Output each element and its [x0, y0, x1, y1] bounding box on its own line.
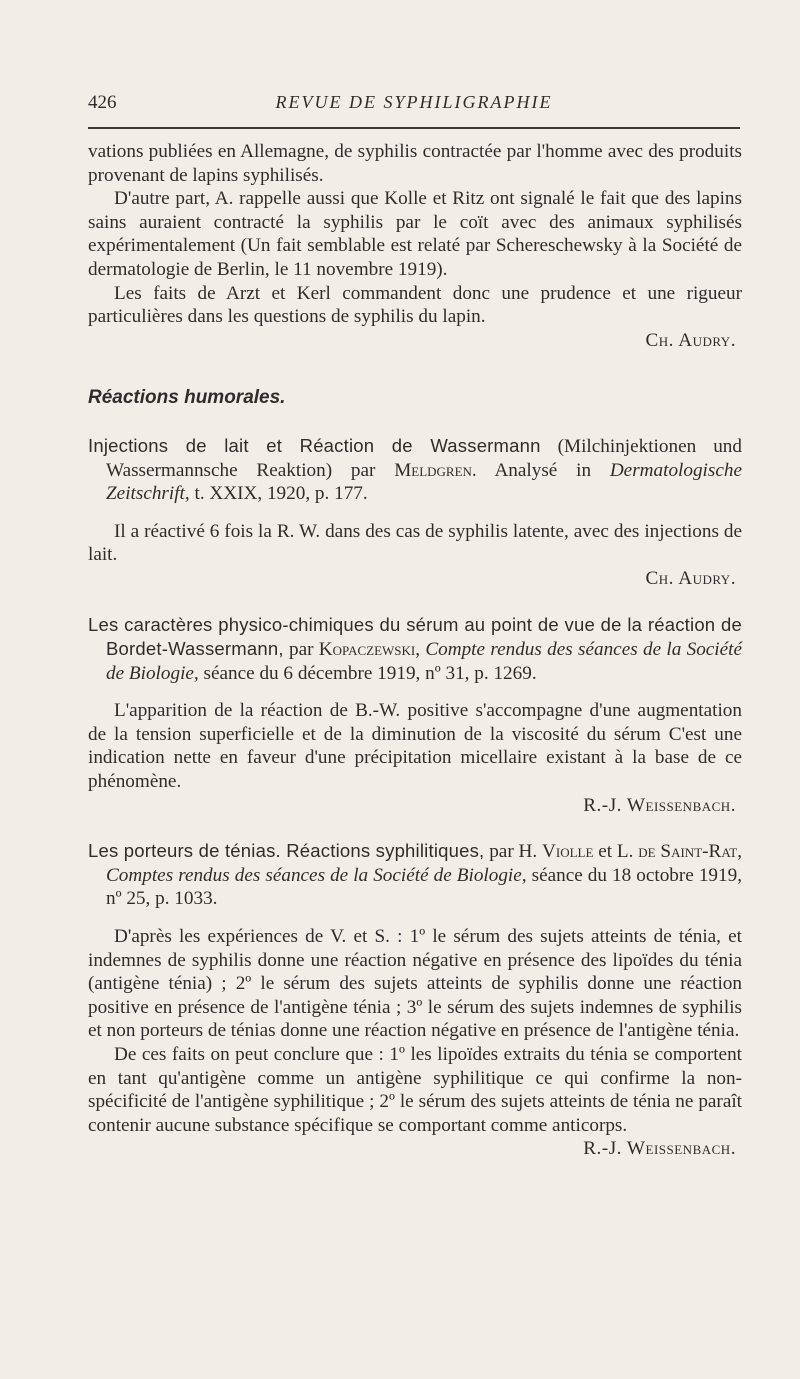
article1-author: Meldgren: [394, 459, 472, 481]
spacer: [88, 506, 742, 520]
article3-heading: [88, 839, 742, 911]
spacer: [88, 685, 742, 699]
article1-ref-end: t. XXIX, 1920, p. 177.: [189, 483, 368, 505]
intro-paragraph-2: D'autre part, A. rappelle aussi que Kolle et Ritz ont signalé le fait que des lapins sains auraient contracté la syphilis par le coït avec des animaux syphilisés expérimentalement (Un fait semblable est relaté par Schereschewsky à la Société de dermatologie de Berlin, le 11 novembre 1919).: [88, 188, 742, 280]
article2-journal: Compte rendus des séances de la Société de Biologie,: [106, 639, 743, 684]
article1-heading: [88, 434, 742, 506]
page-number: 426: [88, 92, 117, 113]
article1-journal: Dermatologische Zeitschrift,: [106, 459, 742, 505]
article2-signature: R.-J. Weissenbach.: [583, 794, 736, 816]
section-title: Réactions humorales.: [88, 387, 286, 409]
article1-title: Injections de lait et Réaction de Wassermann: [88, 434, 541, 456]
running-title: REVUE DE SYPHILIGRAPHIE: [275, 92, 553, 112]
article3-body-1: D'après les expériences de V. et S. : 1º le sérum des sujets atteints de ténia, et indemnes de syphilis donne une réaction négative en présence des lipoïdes du ténia (antigène ténia) ; 2º le sérum des sujets atteints de syphilis donne une réaction positive en présence de l'antigène ténia ; 3º le sérum des sujets indemnes de syphilis et non porteurs de ténias donne une réaction négative en présence de l'antigène ténia.: [88, 926, 742, 1042]
article3-ref-and: et L.: [593, 841, 639, 863]
article3-journal: Comptes rendus des séances de la Société de Biologie,: [106, 864, 527, 886]
article2-author: Kopaczewski: [318, 639, 416, 661]
article1-body: Il a réactivé 6 fois la R. W. dans des cas de syphilis latente, avec des injections de lait.: [88, 520, 742, 566]
article2-ref-sep: ,: [415, 639, 426, 661]
article3-ref-by: par H.: [484, 841, 543, 863]
article3-ref-end: séance du 18 octobre 1919, nº 25, p. 1033.: [106, 864, 742, 910]
article3-body-2: De ces faits on peut conclure que : 1º les lipoïdes extraits du ténia se comportent en tant qu'antigène comme un antigène syphilitique ce qui confirme la non-spécificité de l'antigène syphilitique ; 2º le sérum des sujets atteints de ténia ne paraît contenir aucune substance spécifique se comportant comme anticorps.: [88, 1044, 742, 1136]
header-rule: [88, 127, 740, 129]
spacer: [88, 817, 742, 839]
article3-signature: R.-J. Weissenbach.: [583, 1138, 736, 1160]
article1-signature: Ch. Audry.: [645, 567, 736, 589]
article1-ref-mid: . Analysé in: [471, 459, 610, 481]
article3-author2: de Saint-Rat: [638, 841, 738, 863]
intro-paragraph-1: vations publiées en Allemagne, de syphilis contractée par l'homme avec des produits provenant de lapins syphilisés.: [88, 141, 742, 186]
article1-ref-plain: (Milchinjektionen und Wassermannsche Reaktion) par: [106, 435, 742, 481]
article3-ref-sep: ,: [737, 841, 743, 863]
spacer: [88, 911, 742, 925]
intro-signature: Ch. Audry.: [645, 329, 736, 351]
article3-author1: Violle: [542, 841, 594, 863]
article3-title: Les porteurs de ténias. Réactions syphilitiques,: [88, 840, 485, 862]
article2-ref-by: par: [283, 639, 319, 661]
article2-ref-end: séance du 6 décembre 1919, nº 31, p. 1269.: [198, 662, 537, 684]
page-header: [88, 92, 740, 120]
article2-body: L'apparition de la réaction de B.-W. positive s'accompagne d'une augmentation de la tension superficielle et de la diminution de la viscosité du sérum C'est une indication nette en faveur d'une précipitation micellaire existant à la base de ce phénomène.: [88, 700, 742, 793]
intro-paragraph-3: Les faits de Arzt et Kerl commandent donc une prudence et une rigueur particulières dans les questions de syphilis du lapin.: [88, 282, 742, 328]
article2-title: Les caractères physico-chimiques du sérum au point de vue de la réaction de Bordet-Wassermann,: [88, 613, 742, 660]
spacer: [88, 591, 742, 613]
article2-heading: [88, 613, 742, 686]
page-content: [88, 140, 742, 1161]
